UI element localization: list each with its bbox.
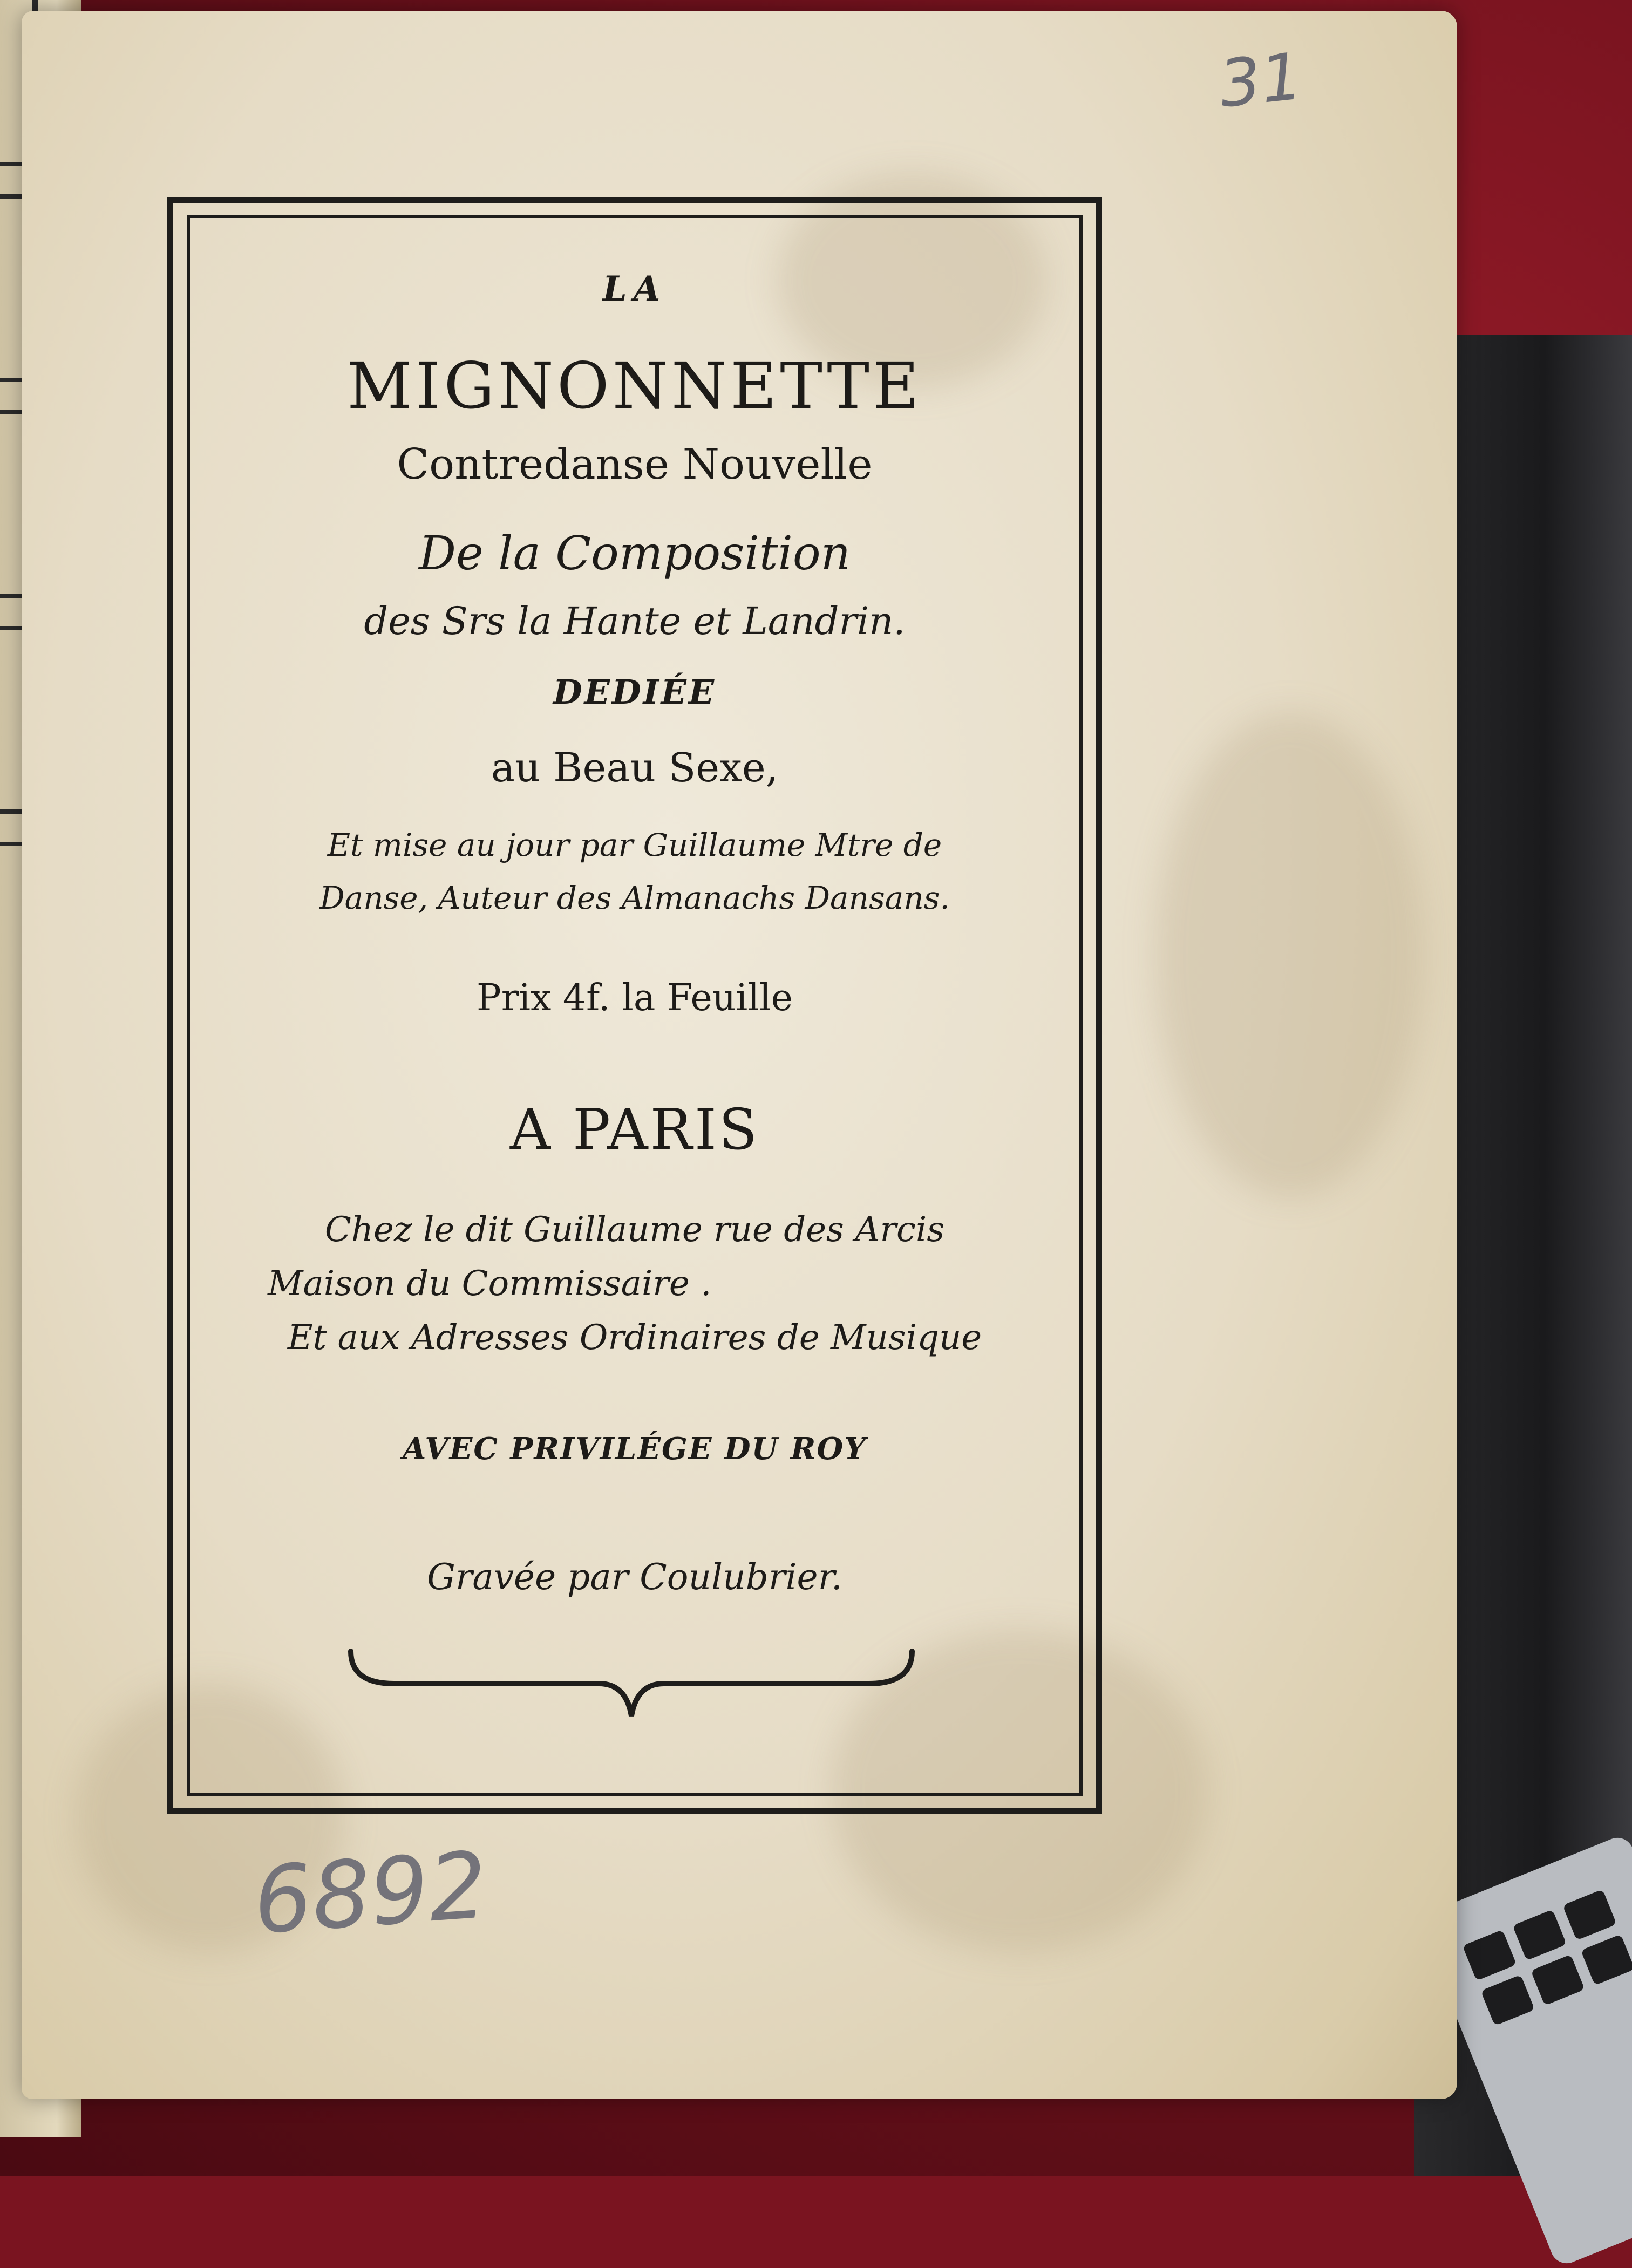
published-line-1: Et mise au jour par Guillaume Mtre de — [327, 827, 942, 863]
title-prefix: LA — [602, 269, 667, 309]
published-line-2: Danse, Auteur des Almanachs Dansans. — [319, 880, 950, 916]
subtitle: Contredanse Nouvelle — [397, 440, 873, 489]
place-line: A PARIS — [509, 1096, 760, 1162]
privilege-line: AVEC PRIVILÉGE DU ROY — [402, 1431, 867, 1467]
title-page — [22, 11, 1457, 2099]
composers-line: des Srs la Hante et Landrin. — [364, 599, 906, 643]
pencil-shelf-number: 6892 — [250, 1832, 491, 1955]
price-line: Prix 4f. la Feuille — [476, 977, 793, 1019]
address-line-2: Maison du Commissaire . — [268, 1264, 712, 1304]
title: MIGNONNETTE — [346, 349, 923, 423]
decorative-brace — [345, 1640, 917, 1727]
dedicatee-line: au Beau Sexe, — [491, 745, 779, 791]
address-line-3: Et aux Adresses Ordinaires de Musique — [287, 1318, 982, 1358]
address-line-1: Chez le dit Guillaume rue des Arcis — [324, 1210, 945, 1250]
composition-line: De la Composition — [418, 527, 851, 581]
dedicated-label: DEDIÉE — [553, 672, 717, 712]
pencil-page-number: 31 — [1216, 39, 1306, 122]
engraver-line: Gravée par Coulubrier. — [427, 1556, 842, 1598]
